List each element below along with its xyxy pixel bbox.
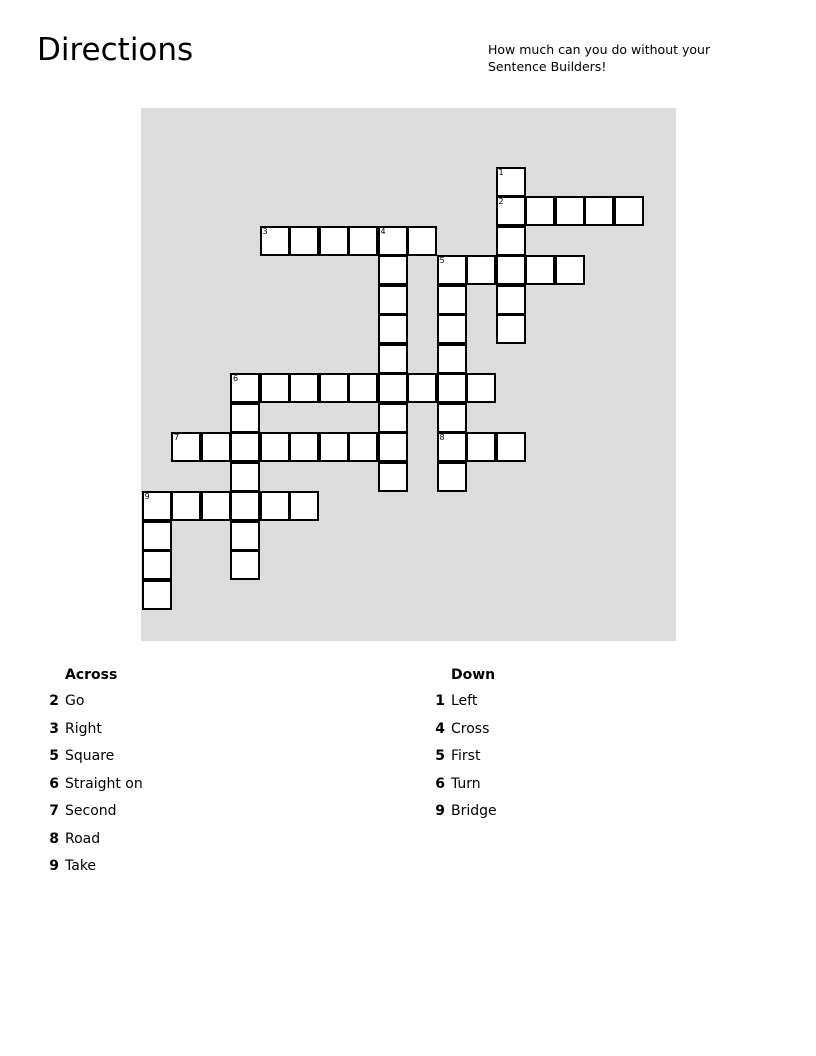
crossword-cell[interactable] bbox=[437, 285, 467, 315]
crossword-cell[interactable] bbox=[437, 373, 467, 403]
clue-row bbox=[426, 716, 497, 744]
crossword-cell[interactable] bbox=[142, 521, 172, 551]
clue-row bbox=[40, 853, 143, 881]
crossword-cell[interactable] bbox=[289, 226, 319, 256]
clue-number: 8 bbox=[439, 433, 445, 442]
clue-text: Cross bbox=[451, 720, 490, 737]
crossword-cell[interactable] bbox=[378, 403, 408, 433]
clue-text: Right bbox=[65, 720, 102, 737]
clue-text: Road bbox=[65, 830, 101, 847]
clue-number: 6 bbox=[233, 374, 239, 383]
crossword-cell[interactable] bbox=[525, 196, 555, 226]
clue-text: Go bbox=[65, 693, 85, 709]
clue-number: 5 bbox=[435, 748, 445, 764]
clue-text: Turn bbox=[451, 775, 481, 792]
crossword-cell[interactable] bbox=[260, 491, 290, 521]
crossword-cell[interactable] bbox=[260, 226, 290, 256]
clue-number: 7 bbox=[49, 803, 59, 819]
crossword-cell[interactable] bbox=[614, 196, 644, 226]
crossword-cell[interactable] bbox=[201, 432, 231, 462]
crossword-cell[interactable] bbox=[437, 462, 467, 492]
clue-number: 1 bbox=[435, 693, 445, 709]
clue-number: 9 bbox=[435, 803, 445, 819]
across-clue-list bbox=[40, 688, 143, 881]
crossword-cell[interactable] bbox=[378, 344, 408, 374]
crossword-cell[interactable] bbox=[466, 432, 496, 462]
clue-text: Straight on bbox=[65, 775, 143, 792]
clue-text: Take bbox=[65, 858, 97, 874]
crossword-cell[interactable] bbox=[142, 580, 172, 610]
crossword-cell[interactable] bbox=[525, 255, 555, 285]
crossword-cell[interactable] bbox=[142, 491, 172, 521]
crossword-cell[interactable] bbox=[555, 196, 585, 226]
crossword-cell[interactable] bbox=[260, 432, 290, 462]
crossword-cell[interactable] bbox=[230, 491, 260, 521]
crossword-cell[interactable] bbox=[496, 226, 526, 256]
clue-number: 4 bbox=[380, 226, 386, 236]
clue-number: 7 bbox=[174, 433, 180, 442]
crossword-grid bbox=[141, 108, 676, 641]
crossword-cell[interactable] bbox=[260, 373, 290, 403]
crossword-cell[interactable] bbox=[230, 432, 260, 462]
crossword-cell[interactable] bbox=[230, 373, 260, 403]
clue-row bbox=[40, 826, 143, 854]
crossword-cell[interactable] bbox=[319, 226, 349, 256]
crossword-cell[interactable] bbox=[466, 373, 496, 403]
crossword-cell[interactable] bbox=[437, 403, 467, 433]
crossword-cell[interactable] bbox=[378, 226, 408, 256]
crossword-cell[interactable] bbox=[378, 373, 408, 403]
clue-row bbox=[40, 743, 143, 771]
clue-number: 8 bbox=[49, 830, 59, 847]
crossword-cell[interactable] bbox=[289, 373, 319, 403]
clue-row bbox=[426, 688, 497, 716]
crossword-cell[interactable] bbox=[437, 432, 467, 462]
crossword-cell[interactable] bbox=[142, 550, 172, 580]
subtitle: How much can you do without your Sentence Builders! bbox=[488, 42, 711, 74]
crossword-cell[interactable] bbox=[466, 255, 496, 285]
crossword-cell[interactable] bbox=[348, 432, 378, 462]
down-clues bbox=[426, 664, 497, 826]
crossword-cell[interactable] bbox=[496, 314, 526, 344]
clue-row bbox=[426, 743, 497, 771]
crossword-cell[interactable] bbox=[348, 226, 378, 256]
crossword-cell[interactable] bbox=[407, 226, 437, 256]
clue-row bbox=[40, 688, 143, 716]
crossword-cell[interactable] bbox=[496, 255, 526, 285]
crossword-cell[interactable] bbox=[437, 344, 467, 374]
clue-number: 3 bbox=[49, 720, 59, 737]
clue-number: 2 bbox=[498, 197, 504, 206]
clue-number: 5 bbox=[439, 256, 445, 265]
crossword-cell[interactable] bbox=[348, 373, 378, 403]
clue-number: 3 bbox=[262, 226, 268, 236]
clue-number: 6 bbox=[49, 775, 59, 792]
page-title: Directions bbox=[37, 32, 194, 68]
across-clues bbox=[40, 664, 143, 881]
crossword-cell[interactable] bbox=[171, 491, 201, 521]
crossword-cell[interactable] bbox=[171, 432, 201, 462]
crossword-cell[interactable] bbox=[496, 196, 526, 226]
clue-text: First bbox=[451, 748, 481, 764]
crossword-cell[interactable] bbox=[496, 167, 526, 197]
clue-number: 5 bbox=[49, 748, 59, 764]
clue-number: 2 bbox=[49, 693, 59, 709]
crossword-cell[interactable] bbox=[201, 491, 231, 521]
crossword-cell[interactable] bbox=[230, 521, 260, 551]
crossword-cell[interactable] bbox=[378, 432, 408, 462]
clue-number: 6 bbox=[435, 775, 445, 792]
crossword-cell[interactable] bbox=[437, 255, 467, 285]
down-heading: Down bbox=[451, 667, 496, 683]
crossword-cell[interactable] bbox=[289, 491, 319, 521]
clue-row bbox=[40, 716, 143, 744]
crossword-cell[interactable] bbox=[378, 462, 408, 492]
clue-row bbox=[426, 798, 497, 826]
crossword-cell[interactable] bbox=[555, 255, 585, 285]
clue-number: 4 bbox=[435, 720, 445, 737]
clue-row bbox=[426, 771, 497, 799]
clue-text: Square bbox=[65, 748, 115, 764]
crossword-cell[interactable] bbox=[230, 403, 260, 433]
clue-row bbox=[40, 798, 143, 826]
down-clue-list bbox=[426, 688, 497, 826]
clue-text: Bridge bbox=[451, 803, 497, 819]
clue-number: 9 bbox=[49, 858, 59, 874]
crossword-cell[interactable] bbox=[289, 432, 319, 462]
crossword-cell[interactable] bbox=[378, 314, 408, 344]
crossword-cell[interactable] bbox=[230, 550, 260, 580]
clue-number: 1 bbox=[498, 167, 504, 177]
clue-text: Second bbox=[65, 803, 117, 819]
crossword-cell[interactable] bbox=[584, 196, 614, 226]
crossword-cell[interactable] bbox=[378, 285, 408, 315]
crossword-cell[interactable] bbox=[437, 314, 467, 344]
clue-text: Left bbox=[451, 693, 478, 709]
clue-number: 9 bbox=[144, 492, 150, 501]
crossword-cell[interactable] bbox=[319, 373, 349, 403]
crossword-cell[interactable] bbox=[230, 462, 260, 492]
crossword-cell[interactable] bbox=[319, 432, 349, 462]
crossword-cell[interactable] bbox=[407, 373, 437, 403]
across-heading: Across bbox=[65, 667, 118, 683]
crossword-cell[interactable] bbox=[496, 432, 526, 462]
clue-row bbox=[40, 771, 143, 799]
crossword-cell[interactable] bbox=[378, 255, 408, 285]
crossword-cell[interactable] bbox=[496, 285, 526, 315]
